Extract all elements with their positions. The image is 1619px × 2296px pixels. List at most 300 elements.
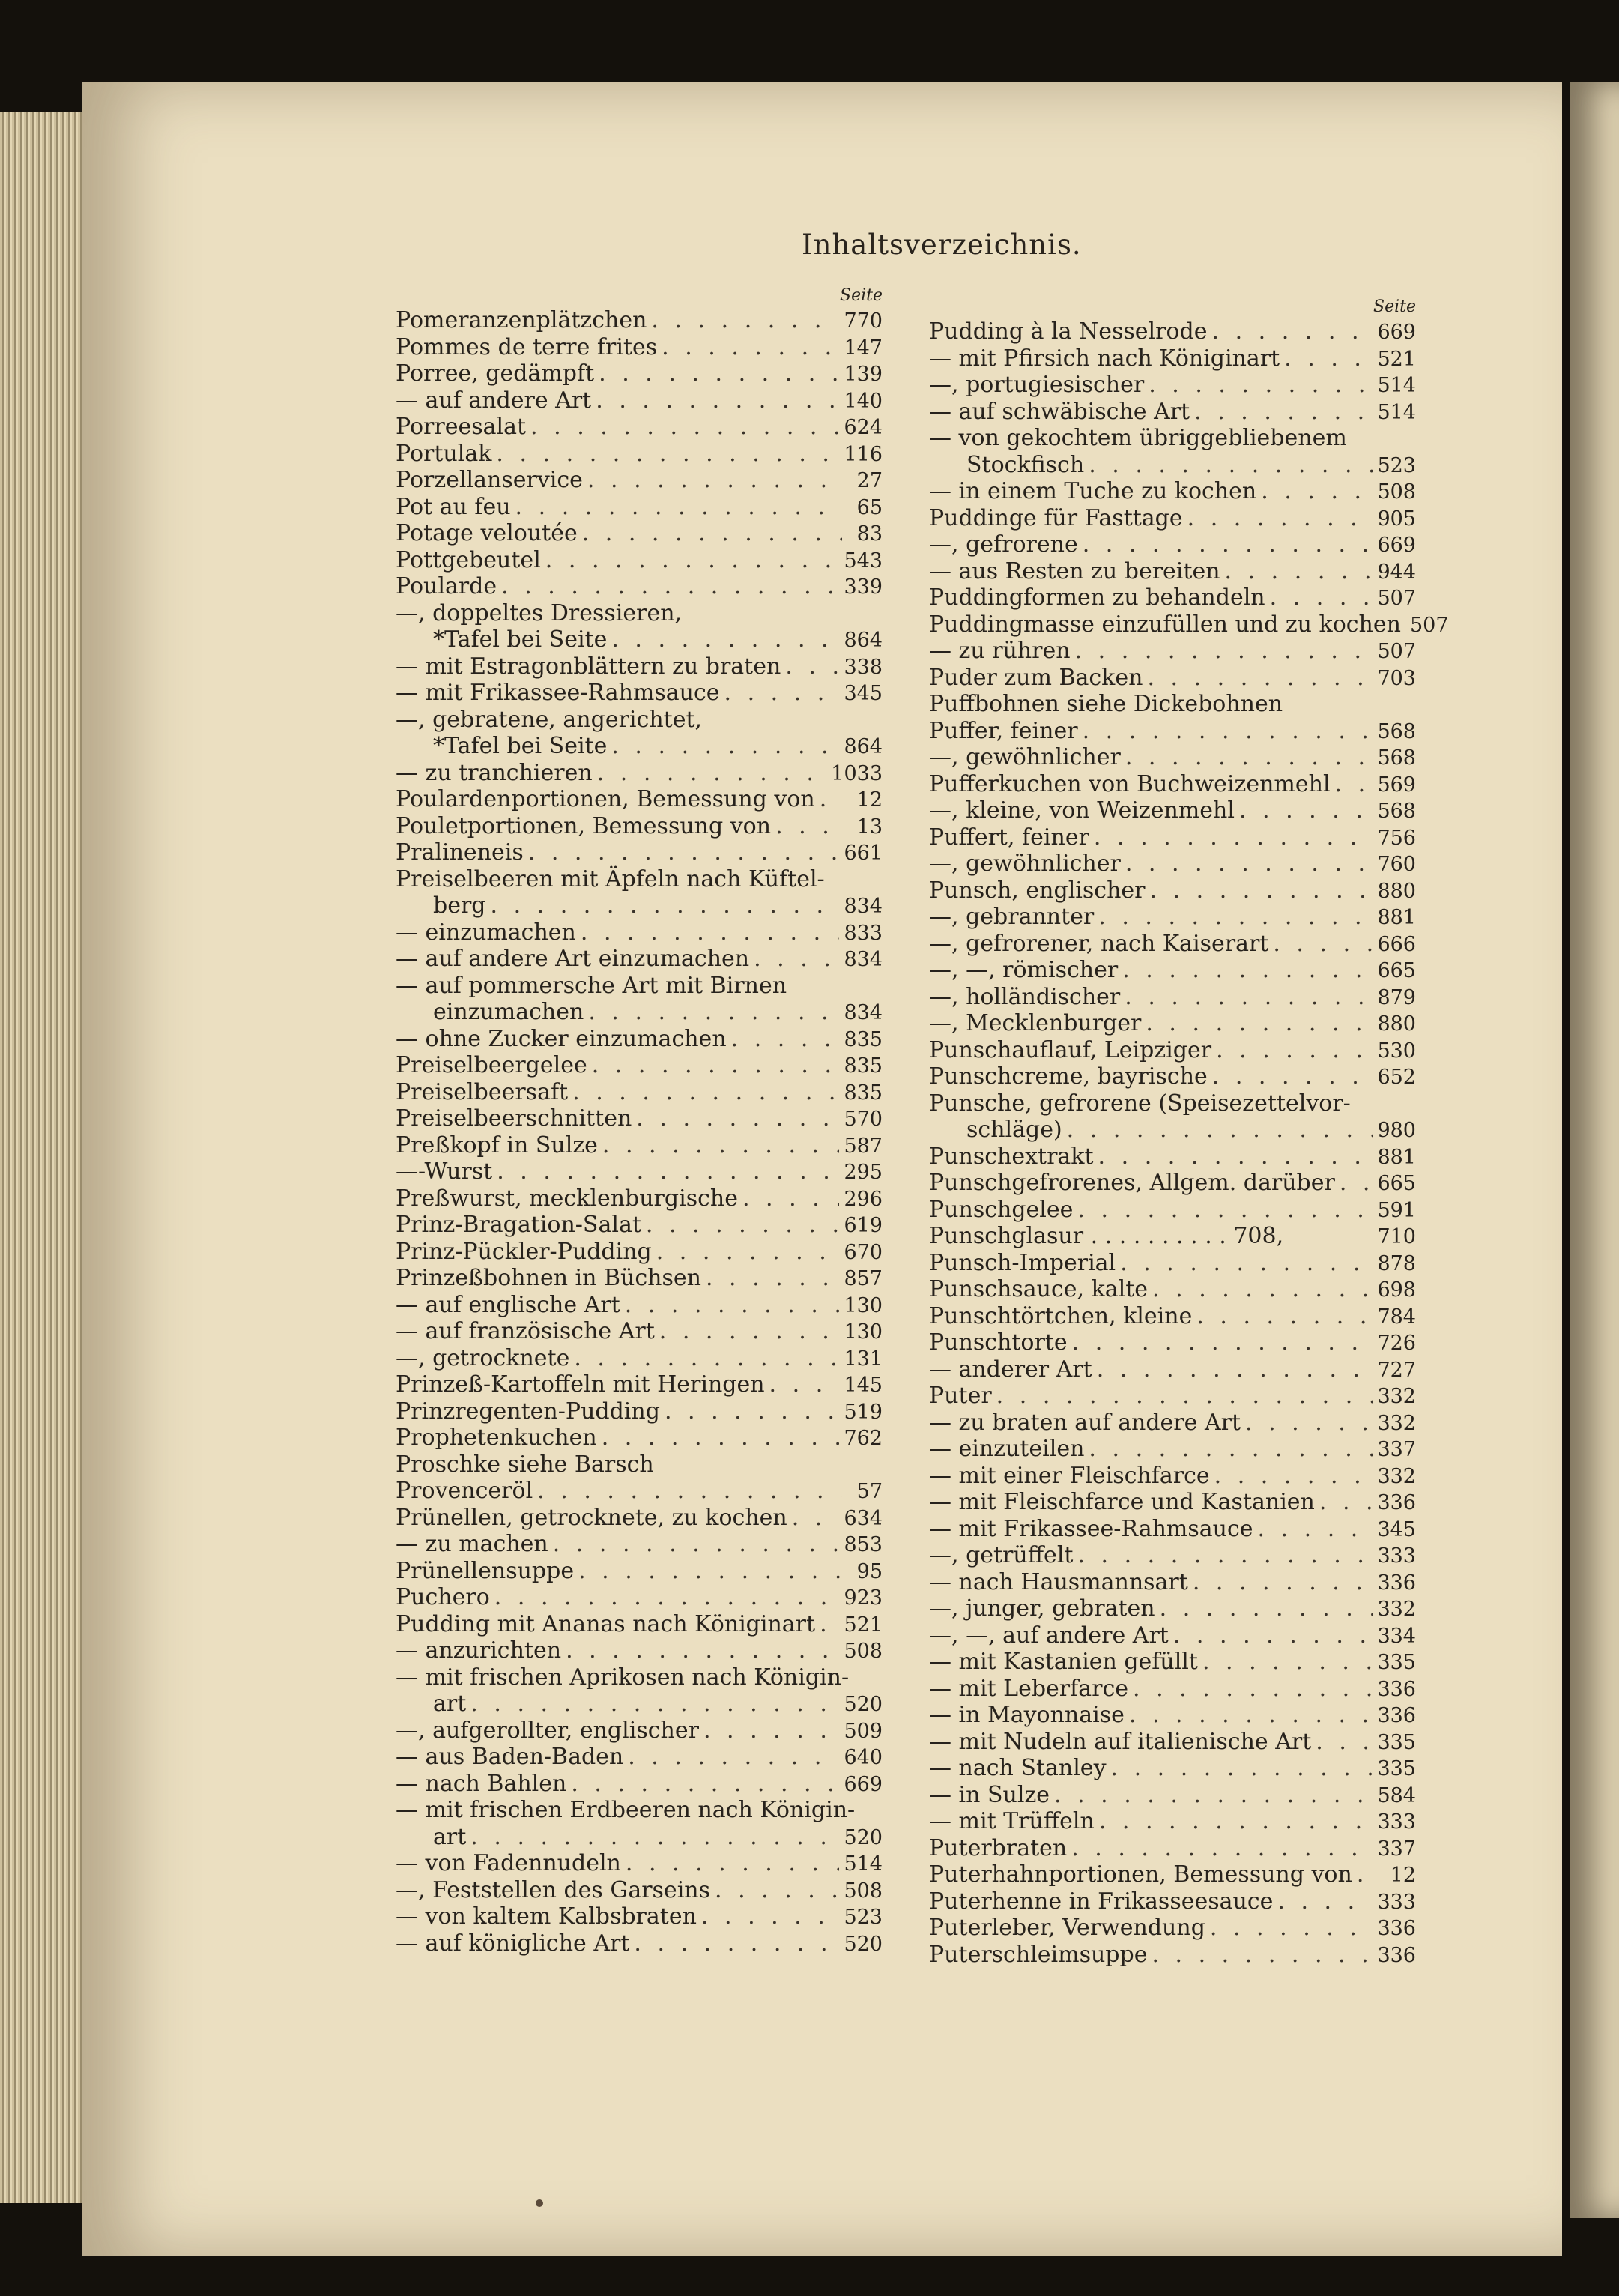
page-number: 568 xyxy=(1377,800,1416,823)
page-number: 332 xyxy=(1377,1411,1416,1435)
index-entry xyxy=(396,494,883,521)
page-number: 508 xyxy=(1377,480,1416,504)
index-entry xyxy=(396,520,883,547)
index-entry xyxy=(929,1037,1416,1064)
index-entry xyxy=(396,1531,883,1558)
leader-dots xyxy=(742,1185,839,1212)
index-entry xyxy=(396,1079,883,1106)
index-entry xyxy=(929,1463,1416,1490)
leader-dots xyxy=(1054,1782,1373,1809)
index-entry xyxy=(396,1797,883,1824)
leader-dots xyxy=(470,1824,839,1851)
entry-text: — mit Nudeln auf italienische Art xyxy=(929,1728,1312,1755)
index-entry xyxy=(929,691,1416,718)
page-number: 337 xyxy=(1377,1837,1416,1861)
index-entry xyxy=(396,1105,883,1132)
facing-page-edge xyxy=(1570,82,1619,2218)
index-entry xyxy=(929,478,1416,505)
index-entry xyxy=(396,1478,883,1505)
page-number: 669 xyxy=(1377,534,1416,557)
entry-text: — zu tranchieren xyxy=(396,759,593,786)
index-entry xyxy=(396,334,883,361)
entry-text: —, gebratene, angerichtet, xyxy=(396,706,703,733)
page-number: 336 xyxy=(1377,1704,1416,1727)
page-number: 834 xyxy=(844,895,883,918)
leader-dots xyxy=(1077,1197,1373,1224)
leader-dots xyxy=(1120,1250,1373,1277)
page-number: 145 xyxy=(844,1374,883,1397)
leader-dots xyxy=(820,786,842,813)
index-entry xyxy=(929,824,1416,851)
leader-dots xyxy=(1160,1595,1373,1622)
index-entry xyxy=(929,797,1416,824)
page-number: 587 xyxy=(844,1134,883,1158)
index-entry xyxy=(929,505,1416,532)
leader-dots xyxy=(1125,851,1373,877)
entry-text: —, Mecklenburger xyxy=(929,1010,1142,1036)
leader-dots xyxy=(1212,1063,1373,1090)
leader-dots xyxy=(1273,931,1373,958)
leader-dots xyxy=(566,1637,839,1664)
index-entry xyxy=(929,957,1416,984)
page-number: 514 xyxy=(844,1852,883,1876)
index-column-right xyxy=(929,296,1449,1968)
page-number: 345 xyxy=(1377,1517,1416,1541)
entry-text: — in einem Tuche zu kochen xyxy=(929,478,1257,504)
entry-text: Puddingformen zu behandeln xyxy=(929,584,1265,611)
entry-text: Pufferkuchen von Buchweizenmehl xyxy=(929,770,1331,797)
entry-text: — mit frischen Erdbeeren nach Königin- xyxy=(396,1797,856,1823)
page-number: 296 xyxy=(844,1187,883,1211)
leader-dots xyxy=(1146,1010,1373,1037)
seite-label: Seite xyxy=(840,286,883,305)
page-number: 130 xyxy=(844,1320,883,1344)
index-entry xyxy=(396,626,883,653)
leader-dots xyxy=(1284,345,1373,372)
index-entry xyxy=(929,1808,1416,1835)
leader-dots xyxy=(1067,1117,1373,1144)
page-number: 784 xyxy=(1377,1305,1416,1329)
index-entry xyxy=(929,372,1416,399)
leader-dots xyxy=(785,653,839,680)
leader-dots xyxy=(659,1318,840,1345)
entry-text: Punschextrakt xyxy=(929,1143,1094,1170)
leader-dots xyxy=(1152,1276,1373,1303)
entry-text: —, —, römischer xyxy=(929,957,1119,983)
page-number: 665 xyxy=(1377,1172,1416,1195)
page-number: 509 xyxy=(844,1719,883,1743)
leader-dots xyxy=(592,1052,840,1079)
entry-text: — nach Bahlen xyxy=(396,1770,567,1797)
index-entry xyxy=(929,1090,1416,1117)
leader-dots xyxy=(1089,452,1373,479)
entry-text: Puterschleimsuppe xyxy=(929,1941,1148,1968)
page-title: Inhaltsverzeichnis. xyxy=(802,229,1082,261)
index-entry xyxy=(396,307,883,334)
entry-text: Preiselbeerschnitten xyxy=(396,1105,632,1132)
leader-dots xyxy=(754,946,839,973)
entry-text: — mit einer Fleischfarce xyxy=(929,1462,1210,1489)
index-entry xyxy=(929,1170,1416,1197)
entry-text: —, gewöhnlicher xyxy=(929,744,1121,770)
entry-text: — auf schwäbische Art xyxy=(929,398,1190,425)
index-entry xyxy=(929,1861,1416,1888)
entry-text: — auf andere Art xyxy=(396,387,592,414)
entry-text: Punschglasur . . . . . . . . . . 708, xyxy=(929,1223,1284,1249)
leader-dots xyxy=(1089,1436,1373,1463)
index-entry xyxy=(929,744,1416,771)
index-entry xyxy=(929,931,1416,958)
leader-dots xyxy=(724,680,840,707)
page-number: 508 xyxy=(844,1640,883,1663)
entry-text: — mit Frikassee-Rahmsauce xyxy=(929,1515,1253,1542)
index-entry xyxy=(929,1144,1416,1170)
index-entry xyxy=(396,1158,883,1185)
page-number: 878 xyxy=(1377,1251,1416,1275)
leader-dots xyxy=(1083,531,1373,558)
index-entry xyxy=(396,707,883,734)
page-number: 666 xyxy=(1377,932,1416,956)
page-number: 591 xyxy=(1377,1198,1416,1222)
page-number: 756 xyxy=(1377,826,1416,850)
entry-text: Poulardenportionen, Bemessung von xyxy=(396,786,815,812)
page-number: 624 xyxy=(844,416,883,439)
page-number: 834 xyxy=(844,948,883,971)
index-entry xyxy=(396,414,883,441)
index-entry xyxy=(929,1063,1416,1090)
index-entry xyxy=(396,1691,883,1718)
leader-dots xyxy=(1316,1729,1373,1756)
entry-text: Pommes de terre frites xyxy=(396,333,658,360)
entry-text: art xyxy=(433,1823,467,1850)
leader-dots xyxy=(656,1239,840,1266)
leader-dots xyxy=(537,1478,842,1505)
leader-dots xyxy=(515,494,842,521)
leader-dots xyxy=(588,999,839,1026)
page-number: 1033 xyxy=(831,761,883,785)
page-number: 670 xyxy=(844,1240,883,1264)
entry-text: Prinzeßbohnen in Büchsen xyxy=(396,1265,701,1291)
page-number: 760 xyxy=(1377,853,1416,876)
index-entry xyxy=(929,611,1449,638)
page-number: 507 xyxy=(1377,587,1416,610)
entry-text: Punschtörtchen, kleine xyxy=(929,1302,1193,1329)
entry-text: — auf pommersche Art mit Birnen xyxy=(396,972,787,999)
entry-text: Punschsauce, kalte xyxy=(929,1276,1149,1302)
page-number: 332 xyxy=(1377,1385,1416,1408)
page-number: 523 xyxy=(1377,453,1416,477)
index-entry xyxy=(929,345,1416,372)
entry-text: Prinzeß-Kartoffeln mit Heringen xyxy=(396,1371,765,1398)
leader-dots xyxy=(1147,665,1373,692)
page-number: 520 xyxy=(844,1932,883,1956)
page-number: 835 xyxy=(844,1027,883,1051)
entry-text: Puterleber, Verwendung xyxy=(929,1915,1205,1941)
page-number: 336 xyxy=(1377,1677,1416,1701)
entry-text: Prünellensuppe xyxy=(396,1557,575,1584)
page-number: 880 xyxy=(1377,879,1416,903)
index-entry xyxy=(396,1664,883,1691)
entry-text: — ohne Zucker einzumachen xyxy=(396,1025,727,1052)
entry-text: Pomeranzenplätzchen xyxy=(396,307,647,333)
page-number: 835 xyxy=(844,1081,883,1105)
leader-dots xyxy=(1340,1170,1373,1197)
index-entry xyxy=(929,771,1416,798)
page-number: 339 xyxy=(844,575,883,599)
page-number: 521 xyxy=(844,1613,883,1637)
page-number: 336 xyxy=(1377,1491,1416,1514)
index-entry xyxy=(929,1915,1416,1942)
entry-text: —, gefrorener, nach Kaiserart xyxy=(929,930,1269,957)
seite-label: Seite xyxy=(1373,297,1416,316)
entry-text: —, doppeltes Dressieren, xyxy=(396,599,683,626)
index-entry xyxy=(396,467,883,494)
leader-dots xyxy=(731,1026,840,1053)
index-entry xyxy=(929,425,1416,452)
leader-dots xyxy=(597,760,827,787)
entry-text: Punschtorte xyxy=(929,1329,1068,1356)
page-number: 570 xyxy=(844,1108,883,1131)
index-entry xyxy=(929,1329,1416,1356)
entry-text: Proschke siehe Barsch xyxy=(396,1451,654,1478)
index-entry xyxy=(396,1451,883,1478)
index-entry xyxy=(929,452,1416,479)
leader-dots xyxy=(703,1718,840,1744)
page-number: 139 xyxy=(844,363,883,386)
page-number: 703 xyxy=(1377,666,1416,690)
entry-text: Puchero xyxy=(396,1584,490,1610)
page-number: 519 xyxy=(844,1400,883,1424)
page-number: 879 xyxy=(1377,985,1416,1009)
entry-text: Pudding mit Ananas nach Königinart xyxy=(396,1610,816,1637)
entry-text: Puterhahnportionen, Bemessung von xyxy=(929,1861,1352,1888)
index-entry xyxy=(396,1558,883,1585)
page-number: 336 xyxy=(1377,1571,1416,1595)
leader-dots xyxy=(1357,1861,1376,1888)
index-entry xyxy=(396,1052,883,1079)
page-number: 864 xyxy=(844,629,883,652)
entry-text: — auf königliche Art xyxy=(396,1930,630,1957)
page-number: 345 xyxy=(844,682,883,705)
leader-dots xyxy=(1150,877,1373,904)
entry-text: —, —, auf andere Art xyxy=(929,1622,1169,1649)
page-number: 130 xyxy=(844,1293,883,1317)
leader-dots xyxy=(599,360,839,387)
index-entry xyxy=(396,1824,883,1851)
leader-dots xyxy=(1075,638,1373,665)
entry-text: — mit Estragonblättern zu braten xyxy=(396,653,781,680)
index-entry xyxy=(929,1276,1416,1303)
index-entry xyxy=(396,1239,883,1266)
entry-text: — nach Hausmannsart xyxy=(929,1568,1188,1595)
page-number: 833 xyxy=(844,921,883,945)
page-number: 337 xyxy=(1377,1438,1416,1461)
leader-dots xyxy=(820,1611,839,1638)
entry-text: Porreesalat xyxy=(396,414,527,440)
entry-text: — anzurichten xyxy=(396,1637,562,1664)
index-entry xyxy=(929,1489,1416,1516)
leader-dots xyxy=(470,1691,839,1718)
entry-text: Punschgefrorenes, Allgem. darüber xyxy=(929,1170,1335,1196)
index-entry xyxy=(396,946,883,973)
leader-dots xyxy=(662,334,839,361)
entry-text: — auf englische Art xyxy=(396,1291,620,1318)
entry-text: Porzellanservice xyxy=(396,467,583,493)
entry-text: Poularde xyxy=(396,573,497,599)
page-number: 116 xyxy=(844,442,883,466)
index-entry xyxy=(396,441,883,468)
page-number: 95 xyxy=(856,1559,883,1583)
index-entry xyxy=(396,1185,883,1212)
index-entry xyxy=(396,919,883,946)
entry-text: art xyxy=(433,1691,467,1717)
index-entry xyxy=(929,877,1416,904)
page-number: 710 xyxy=(1377,1225,1416,1248)
entry-text: —, getrüffelt xyxy=(929,1542,1074,1568)
leader-dots xyxy=(1319,1489,1373,1516)
page-number: 57 xyxy=(856,1480,883,1503)
index-entry xyxy=(929,1542,1416,1569)
leader-dots xyxy=(1335,771,1373,798)
entry-text: — einzumachen xyxy=(396,919,576,946)
index-entry xyxy=(396,1930,883,1957)
entry-text: — einzuteilen xyxy=(929,1436,1085,1462)
entry-text: Punschauflauf, Leipziger xyxy=(929,1036,1212,1063)
page-number: 333 xyxy=(1377,1810,1416,1834)
entry-text: — von gekochtem übriggebliebenem xyxy=(929,425,1347,451)
page-number: 514 xyxy=(1377,400,1416,424)
index-entry xyxy=(396,786,883,813)
entry-text: Puffer, feiner xyxy=(929,717,1078,744)
entry-text: — mit Leberfarce xyxy=(929,1675,1129,1702)
leader-dots xyxy=(628,1744,839,1771)
page-number: 507 xyxy=(1377,640,1416,663)
index-entry xyxy=(929,1942,1416,1969)
page-number: 523 xyxy=(844,1906,883,1929)
index-entry xyxy=(929,1117,1416,1144)
index-entry xyxy=(929,1622,1416,1649)
leader-dots xyxy=(1072,1329,1373,1356)
page-number: 530 xyxy=(1377,1039,1416,1063)
page-number: 65 xyxy=(856,495,883,519)
index-entry xyxy=(396,1744,883,1771)
index-entry xyxy=(929,531,1416,558)
leader-dots xyxy=(1133,1676,1373,1703)
entry-text: Puder zum Backen xyxy=(929,664,1143,691)
entry-text: Pouletportionen, Bemessung von xyxy=(396,812,772,839)
leader-dots xyxy=(497,1158,839,1185)
page-number: 669 xyxy=(844,1772,883,1796)
leader-dots xyxy=(602,1425,840,1451)
leader-dots xyxy=(775,813,842,840)
page-number: 295 xyxy=(844,1161,883,1184)
page-number: 881 xyxy=(1377,1145,1416,1169)
index-entry xyxy=(396,892,883,919)
index-entry xyxy=(929,1888,1416,1915)
leader-dots xyxy=(651,307,839,334)
entry-text: — mit Kastanien gefüllt xyxy=(929,1649,1198,1675)
leader-dots xyxy=(611,733,839,760)
index-entry xyxy=(396,573,883,600)
entry-text: Puffbohnen siehe Dickebohnen xyxy=(929,691,1283,717)
leader-dots xyxy=(553,1531,840,1558)
index-entry xyxy=(396,547,883,574)
entry-text: —, gefrorene xyxy=(929,531,1078,558)
leader-dots xyxy=(715,1877,839,1904)
leader-dots xyxy=(1258,1516,1373,1543)
page-number: 514 xyxy=(1377,374,1416,397)
page-number: 881 xyxy=(1377,906,1416,929)
leader-dots xyxy=(1216,1037,1373,1064)
entry-text: Puterhenne in Frikasseesauce xyxy=(929,1888,1274,1915)
index-entry xyxy=(396,360,883,387)
page-number: 335 xyxy=(1377,1730,1416,1754)
index-entry xyxy=(396,1292,883,1319)
index-entry xyxy=(929,1010,1416,1037)
leader-dots xyxy=(574,1345,839,1372)
entry-text: Pudding à la Nesselrode xyxy=(929,318,1208,345)
entry-text: Puterbraten xyxy=(929,1834,1068,1861)
entry-text: Punschgelee xyxy=(929,1196,1074,1223)
page-number: 568 xyxy=(1377,746,1416,770)
leader-dots xyxy=(1202,1649,1373,1676)
page-number: 669 xyxy=(1377,321,1416,344)
leader-dots xyxy=(602,1132,840,1159)
index-entry xyxy=(929,1197,1416,1224)
leader-dots xyxy=(530,414,839,441)
entry-text: Pralineneis xyxy=(396,839,524,865)
page-number: 131 xyxy=(844,1347,883,1371)
index-entry xyxy=(929,1436,1416,1463)
index-entry xyxy=(929,1755,1416,1782)
index-entry xyxy=(396,1398,883,1425)
index-column-left xyxy=(396,285,883,1957)
index-entry xyxy=(396,733,883,760)
leader-dots xyxy=(1152,1942,1373,1969)
entry-text: Puddingmasse einzufüllen und zu kochen xyxy=(929,611,1401,638)
page-number: 543 xyxy=(844,549,883,573)
entry-text: Prophetenkuchen xyxy=(396,1425,597,1451)
index-entry xyxy=(396,600,883,627)
index-entry xyxy=(929,584,1416,611)
leader-dots xyxy=(1194,399,1373,426)
index-entry xyxy=(396,1345,883,1372)
entry-text: — von Fadennudeln xyxy=(396,1850,621,1876)
index-entry xyxy=(929,1649,1416,1676)
page-number: 634 xyxy=(844,1506,883,1530)
leader-dots xyxy=(528,839,840,866)
entry-text: Potage veloutée xyxy=(396,520,578,546)
index-entry xyxy=(929,851,1416,877)
leader-dots xyxy=(496,441,839,468)
page-number: 726 xyxy=(1377,1332,1416,1355)
entry-text: —, getrocknete xyxy=(396,1344,570,1371)
page-number: 336 xyxy=(1377,1943,1416,1967)
entry-text: einzumachen xyxy=(433,999,584,1025)
entry-text: Prinz-Bragation-Salat xyxy=(396,1212,641,1238)
page-number: 665 xyxy=(1377,959,1416,982)
page-number: 507 xyxy=(1409,613,1449,637)
index-entry xyxy=(929,1729,1416,1756)
page-number: 13 xyxy=(856,815,883,839)
entry-text: — aus Resten zu bereiten xyxy=(929,558,1220,584)
entry-text: —, gewöhnlicher xyxy=(929,851,1121,877)
entry-text: — in Sulze xyxy=(929,1781,1050,1808)
page-number: 334 xyxy=(1377,1624,1416,1648)
leader-dots xyxy=(634,1930,839,1957)
entry-text: — mit frischen Aprikosen nach Königin- xyxy=(396,1664,850,1691)
leader-dots xyxy=(769,1371,840,1398)
